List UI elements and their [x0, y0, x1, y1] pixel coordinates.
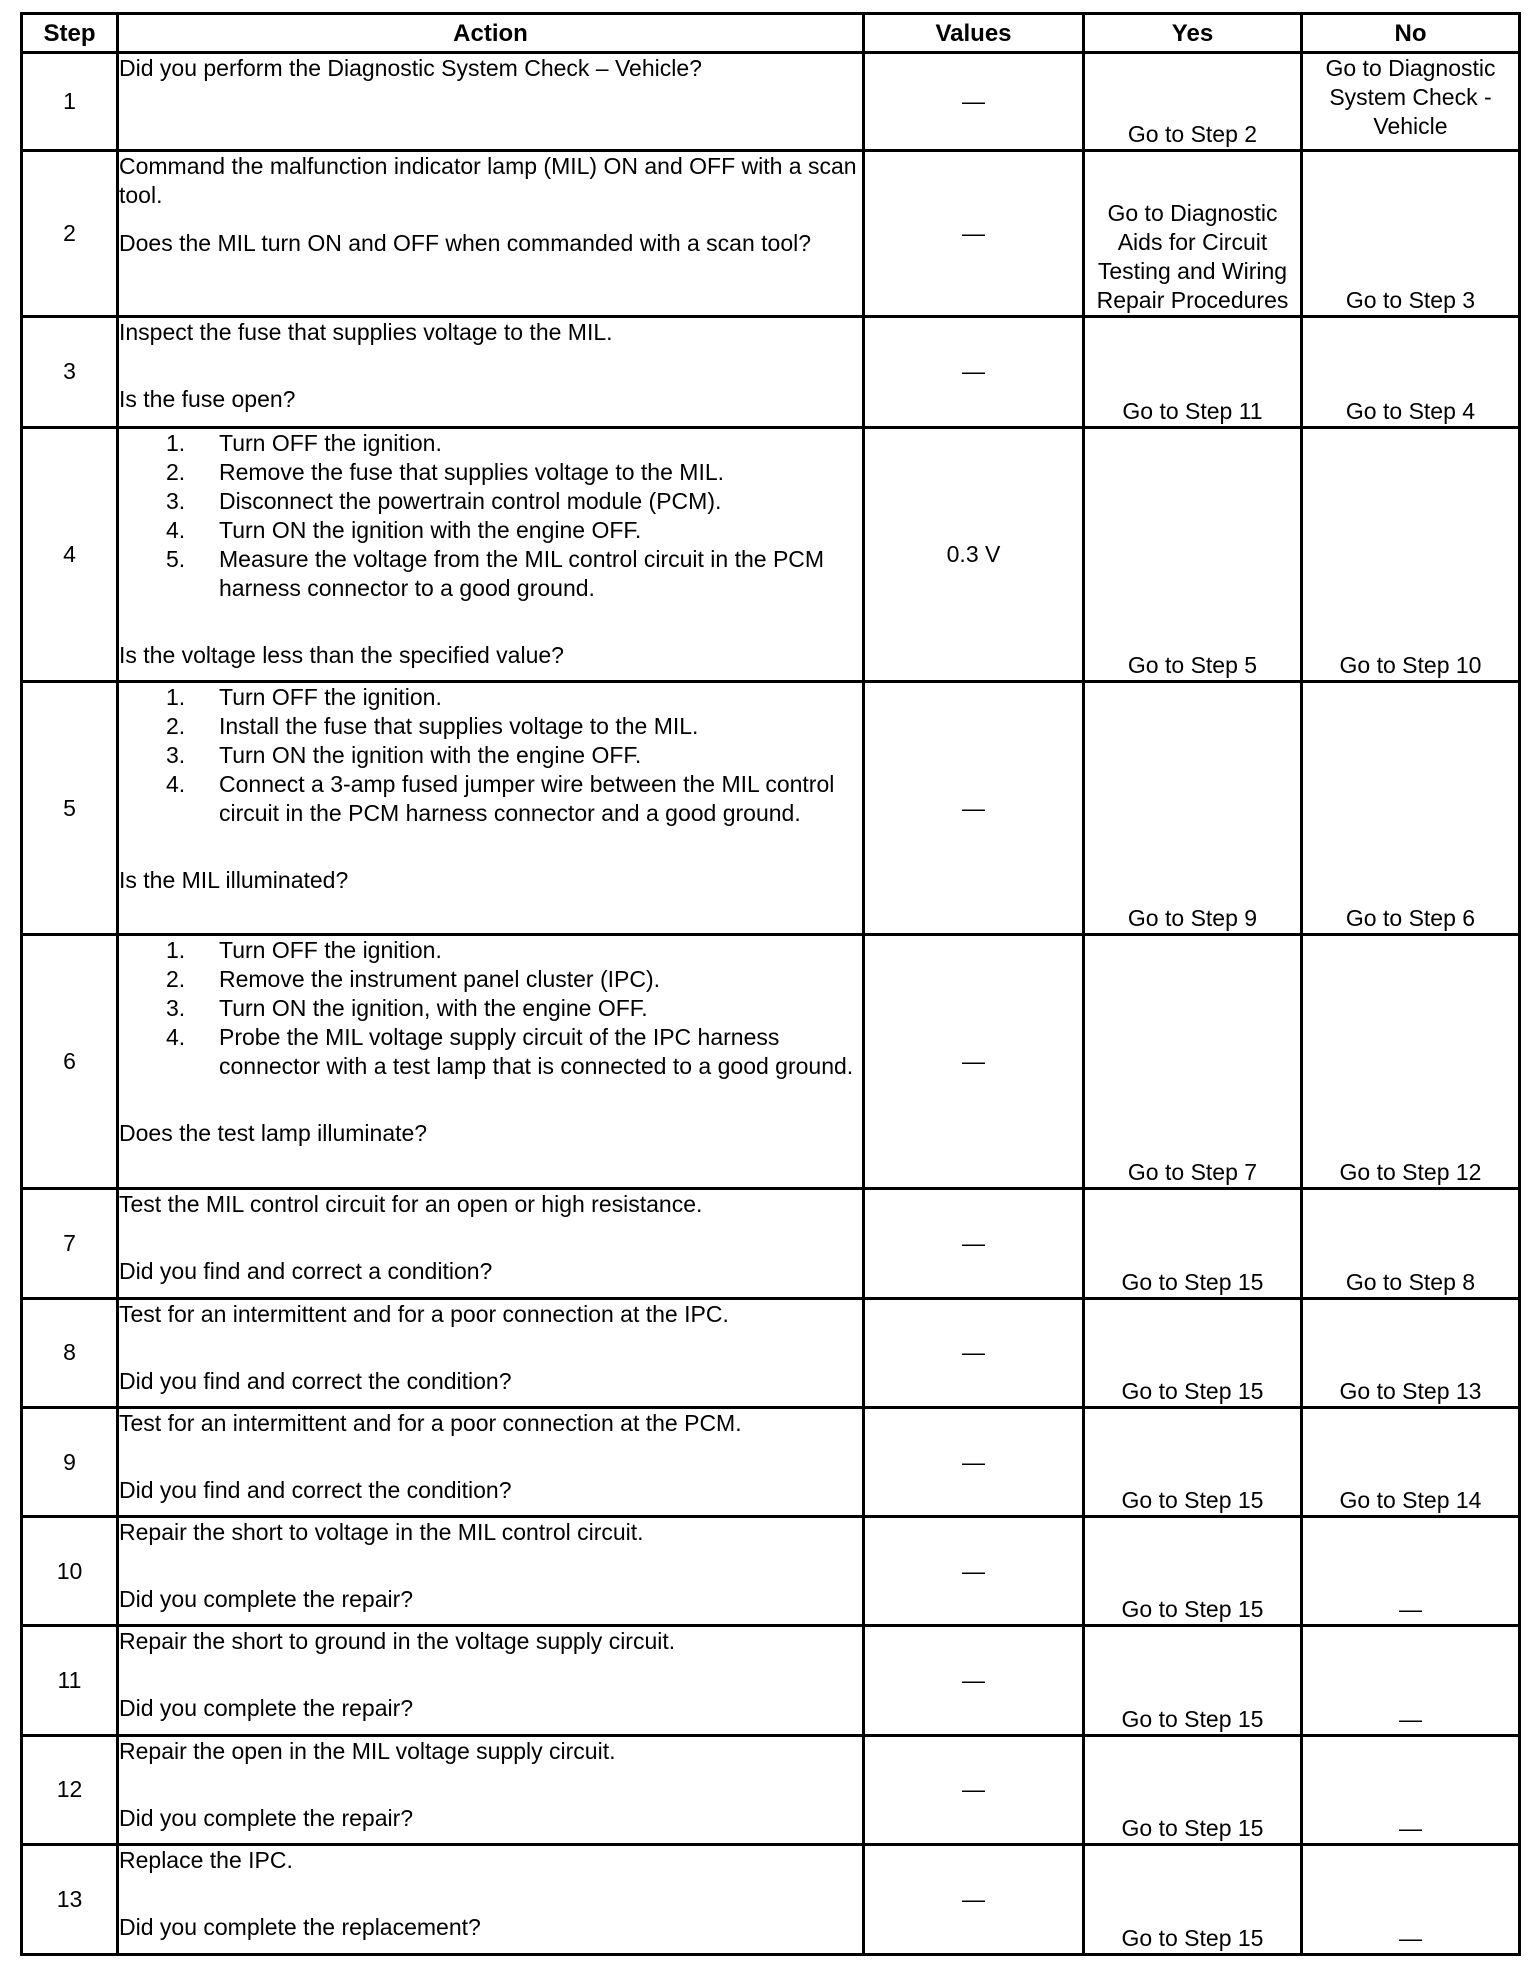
action-question: Is the fuse open?	[119, 386, 296, 413]
value-cell: —	[864, 1517, 1084, 1626]
table-row	[22, 317, 1520, 427]
value-cell: —	[864, 1626, 1084, 1735]
action-cell	[118, 1188, 864, 1298]
header-no: No	[1302, 14, 1520, 53]
no-cell: —	[1302, 1626, 1520, 1735]
table-row	[22, 1844, 1520, 1954]
action-question: Did you complete the repair?	[119, 1804, 414, 1831]
action-intro: Test the MIL control circuit for an open or high resistance.	[119, 1190, 703, 1217]
action-question: Does the test lamp illuminate?	[119, 1120, 428, 1147]
yes-cell: Go to Step 15	[1084, 1517, 1302, 1626]
list-item: Turn OFF the ignition.	[219, 937, 442, 964]
yes-cell: Go to Step 15	[1084, 1844, 1302, 1954]
action-intro: Did you perform the Diagnostic System Check – Vehicle?	[119, 55, 702, 81]
yes-cell: Go to Step 15	[1084, 1408, 1302, 1517]
action-intro: Replace the IPC.	[119, 1846, 293, 1873]
list-item: Remove the fuse that supplies voltage to the MIL.	[219, 458, 725, 485]
no-cell: Go to Step 3	[1302, 151, 1520, 317]
header-row	[22, 14, 1520, 53]
step-number: 13	[22, 1844, 118, 1954]
yes-cell: Go to Step 15	[1084, 1626, 1302, 1735]
value-cell: —	[864, 1298, 1084, 1407]
yes-cell: Go to Step 5	[1084, 427, 1302, 681]
value-cell: —	[864, 1188, 1084, 1298]
action-question: Is the MIL illuminated?	[119, 866, 349, 893]
value-cell: —	[864, 935, 1084, 1188]
list-item: Measure the voltage from the MIL control circuit in the PCM harness connector to a good ground.	[219, 545, 825, 601]
header-action: Action	[118, 14, 864, 53]
list-item: Turn OFF the ignition.	[219, 683, 442, 710]
yes-cell: Go to Diagnostic Aids for Circuit Testing and Wiring Repair Procedures	[1084, 151, 1302, 317]
action-cell	[118, 151, 864, 317]
table-row	[22, 1298, 1520, 1407]
yes-cell: Go to Step 7	[1084, 935, 1302, 1188]
action-question: Did you complete the repair?	[119, 1586, 414, 1613]
step-number: 9	[22, 1408, 118, 1517]
step-number: 4	[22, 427, 118, 681]
value-cell: —	[864, 681, 1084, 934]
action-intro: Test for an intermittent and for a poor connection at the IPC.	[119, 1300, 729, 1327]
no-cell: Go to Step 4	[1302, 317, 1520, 427]
action-intro: Repair the open in the MIL voltage supply circuit.	[119, 1737, 616, 1764]
header-yes: Yes	[1084, 14, 1302, 53]
yes-cell: Go to Step 9	[1084, 681, 1302, 934]
step-number: 10	[22, 1517, 118, 1626]
no-cell: Go to Diagnostic System Check - Vehicle	[1302, 53, 1520, 151]
action-cell	[118, 1517, 864, 1626]
action-intro: Repair the short to voltage in the MIL control circuit.	[119, 1519, 644, 1546]
table-row	[22, 1626, 1520, 1735]
list-item: Turn OFF the ignition.	[219, 429, 442, 456]
table-row	[22, 1735, 1520, 1844]
action-cell	[118, 1735, 864, 1844]
value-cell: —	[864, 1408, 1084, 1517]
action-cell	[118, 1298, 864, 1407]
table-row	[22, 935, 1520, 1188]
action-intro: Repair the short to ground in the voltage supply circuit.	[119, 1628, 676, 1655]
yes-cell: Go to Step 15	[1084, 1735, 1302, 1844]
table-row	[22, 151, 1520, 317]
no-cell: Go to Step 8	[1302, 1188, 1520, 1298]
action-cell	[118, 1408, 864, 1517]
list-item: Connect a 3-amp fused jumper wire between the MIL control circuit in the PCM harness connector and a good ground.	[219, 770, 835, 826]
no-cell: Go to Step 12	[1302, 935, 1520, 1188]
yes-cell: Go to Step 11	[1084, 317, 1302, 427]
value-cell: —	[864, 317, 1084, 427]
action-question: Did you complete the repair?	[119, 1695, 414, 1722]
list-item: Remove the instrument panel cluster (IPC).	[219, 966, 661, 993]
list-item: Turn ON the ignition, with the engine OFF.	[219, 995, 648, 1022]
action-cell	[118, 681, 864, 934]
action-intro: Command the malfunction indicator lamp (MIL) ON and OFF with a scan tool.	[119, 153, 857, 209]
diagnostic-table	[20, 12, 1521, 1956]
table-row	[22, 53, 1520, 151]
action-cell	[118, 1844, 864, 1954]
step-number: 6	[22, 935, 118, 1188]
yes-cell: Go to Step 15	[1084, 1298, 1302, 1407]
step-number: 2	[22, 151, 118, 317]
table-row	[22, 681, 1520, 934]
step-number: 5	[22, 681, 118, 934]
list-item: Probe the MIL voltage supply circuit of the IPC harness connector with a test lamp that is connected to a good ground.	[219, 1024, 854, 1080]
action-cell	[118, 53, 864, 151]
no-cell: —	[1302, 1735, 1520, 1844]
yes-cell: Go to Step 15	[1084, 1188, 1302, 1298]
action-question: Did you find and correct the condition?	[119, 1367, 512, 1394]
action-question: Did you find and correct the condition?	[119, 1477, 512, 1504]
value-cell: —	[864, 1844, 1084, 1954]
value-cell: —	[864, 53, 1084, 151]
table-row	[22, 427, 1520, 681]
header-values: Values	[864, 14, 1084, 53]
step-number: 11	[22, 1626, 118, 1735]
no-cell: Go to Step 13	[1302, 1298, 1520, 1407]
yes-cell: Go to Step 2	[1084, 53, 1302, 151]
list-item: Turn ON the ignition with the engine OFF.	[219, 516, 642, 543]
value-cell: 0.3 V	[864, 427, 1084, 681]
table-row	[22, 1188, 1520, 1298]
no-cell: Go to Step 6	[1302, 681, 1520, 934]
list-item: Install the fuse that supplies voltage to the MIL.	[219, 712, 699, 739]
action-cell	[118, 427, 864, 681]
action-intro: Test for an intermittent and for a poor connection at the PCM.	[119, 1410, 742, 1437]
action-cell	[118, 317, 864, 427]
action-cell	[118, 935, 864, 1188]
action-steps-list	[119, 936, 862, 1081]
table-row	[22, 1517, 1520, 1626]
no-cell: —	[1302, 1844, 1520, 1954]
no-cell: Go to Step 10	[1302, 427, 1520, 681]
action-steps-list	[119, 683, 862, 828]
value-cell: —	[864, 1735, 1084, 1844]
action-question: Did you complete the replacement?	[119, 1913, 481, 1940]
action-cell	[118, 1626, 864, 1735]
list-item: Disconnect the powertrain control module (PCM).	[219, 487, 722, 514]
step-number: 3	[22, 317, 118, 427]
action-question: Did you find and correct a condition?	[119, 1257, 493, 1284]
action-question: Does the MIL turn ON and OFF when commanded with a scan tool?	[119, 230, 812, 257]
step-number: 1	[22, 53, 118, 151]
table-row	[22, 1408, 1520, 1517]
no-cell: —	[1302, 1517, 1520, 1626]
step-number: 12	[22, 1735, 118, 1844]
header-step: Step	[22, 14, 118, 53]
action-question: Is the voltage less than the specified value?	[119, 641, 564, 668]
step-number: 8	[22, 1298, 118, 1407]
no-cell: Go to Step 14	[1302, 1408, 1520, 1517]
value-cell: —	[864, 151, 1084, 317]
step-number: 7	[22, 1188, 118, 1298]
action-intro: Inspect the fuse that supplies voltage to the MIL.	[119, 319, 613, 346]
action-steps-list	[119, 429, 862, 603]
list-item: Turn ON the ignition with the engine OFF.	[219, 741, 642, 768]
